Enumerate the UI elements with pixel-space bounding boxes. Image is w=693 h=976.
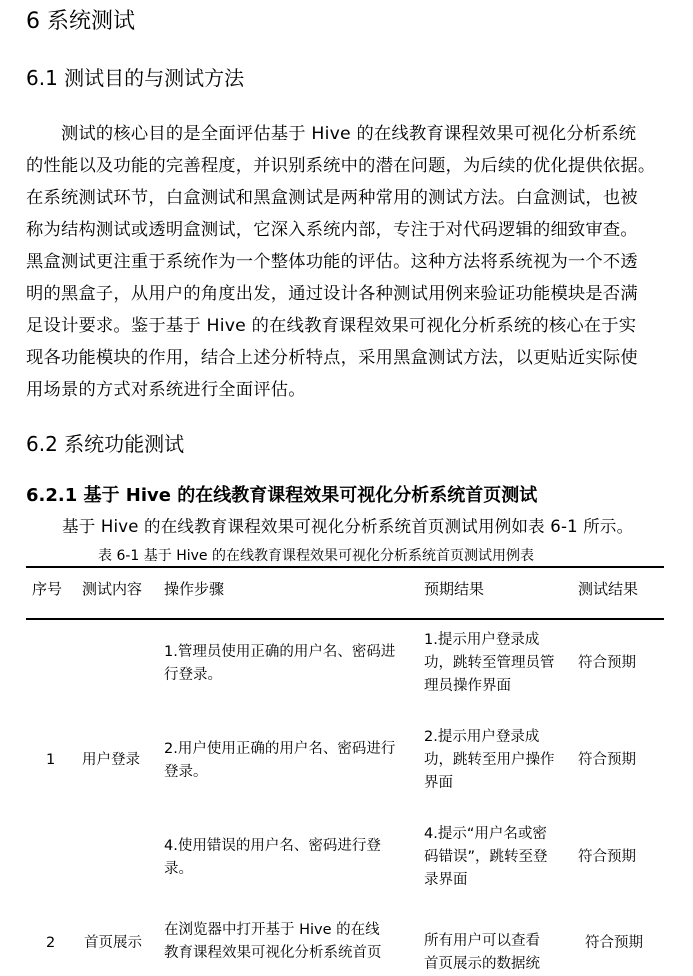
expected-line: 码错误”，跳转至登 — [424, 849, 548, 865]
paragraph-line: 的性能以及功能的完善程度，并识别系统中的潜在问题，为后续的优化提供依据。 — [26, 156, 656, 176]
step-line: 2.用户使用正确的用户名、密码进行 — [164, 741, 396, 757]
step-line: 1.管理员使用正确的用户名、密码进 — [164, 644, 396, 660]
row-no: 2 — [46, 935, 56, 951]
step-line: 行登录。 — [164, 667, 222, 683]
table-intro-text: 基于 Hive 的在线教育课程效果可视化分析系统首页测试用例如表 6-1 所示。 — [62, 517, 634, 536]
expected-line: 功，跳转至管理员管 — [424, 655, 555, 671]
result-text: 符合预期 — [578, 752, 636, 768]
paragraph-line: 足设计要求。鉴于基于 Hive 的在线教育课程效果可视化分析系统的核心在于实 — [26, 316, 637, 336]
expected-line: 1.提示用户登录成 — [424, 632, 540, 648]
chapter-heading: 6 系统测试 — [26, 9, 135, 34]
paragraph-line: 现各功能模块的作用，结合上述分析特点，采用黑盒测试方法，以更贴近实际使 — [26, 348, 638, 368]
expected-line: 4.提示“用户名或密 — [424, 826, 547, 842]
result-text: 符合预期 — [578, 849, 636, 865]
header-expected: 预期结果 — [424, 580, 485, 598]
table-top-rule — [26, 566, 664, 568]
section-heading-6-2: 6.2 系统功能测试 — [26, 432, 185, 456]
expected-line: 所有用户可以查看 — [424, 933, 540, 949]
step-line: 4.使用错误的用户名、密码进行登 — [164, 838, 381, 854]
header-content: 测试内容 — [82, 580, 143, 598]
paragraph-line: 称为结构测试或透明盒测试，它深入系统内部，专注于对代码逻辑的细致审查。 — [26, 220, 638, 240]
paragraph-line: 测试的核心目的是全面评估基于 Hive 的在线教育课程效果可视化分析系统 — [26, 124, 637, 144]
paragraph-line: 明的黑盒子，从用户的角度出发，通过设计各种测试用例来验证功能模块是否满 — [26, 284, 638, 304]
expected-line: 2.提示用户登录成 — [424, 729, 540, 745]
expected-line: 首页展示的数据统 — [424, 956, 540, 972]
paragraph-line: 在系统测试环节，白盒测试和黑盒测试是两种常用的测试方法。白盒测试，也被 — [26, 188, 638, 208]
table-header-rule — [26, 618, 664, 620]
row-no: 1 — [46, 752, 56, 768]
step-line: 登录。 — [164, 764, 208, 780]
subsection-heading-6-2-1: 6.2.1 基于 Hive 的在线教育课程效果可视化分析系统首页测试 — [26, 485, 538, 506]
result-text: 符合预期 — [585, 935, 643, 951]
result-text: 符合预期 — [578, 655, 636, 671]
table-caption: 表 6-1 基于 Hive 的在线教育课程效果可视化分析系统首页测试用例表 — [98, 548, 534, 564]
header-result: 测试结果 — [578, 580, 639, 598]
expected-line: 理员操作界面 — [424, 678, 511, 694]
row-content: 首页展示 — [84, 935, 142, 951]
header-no: 序号 — [32, 580, 63, 598]
expected-line: 录界面 — [424, 872, 468, 888]
step-line: 教育课程效果可视化分析系统首页 — [164, 945, 382, 961]
section-heading-6-1: 6.1 测试目的与测试方法 — [26, 66, 245, 90]
step-line: 录。 — [164, 861, 193, 877]
paragraph-line: 黑盒测试更注重于系统作为一个整体功能的评估。这种方法将系统视为一个不透 — [26, 252, 638, 272]
expected-line: 功，跳转至用户操作 — [424, 752, 555, 768]
expected-line: 界面 — [424, 775, 453, 791]
step-line: 在浏览器中打开基于 Hive 的在线 — [164, 922, 380, 938]
row-content: 用户登录 — [82, 752, 140, 768]
header-steps: 操作步骤 — [164, 580, 225, 598]
paragraph-line: 用场景的方式对系统进行全面评估。 — [26, 380, 306, 400]
